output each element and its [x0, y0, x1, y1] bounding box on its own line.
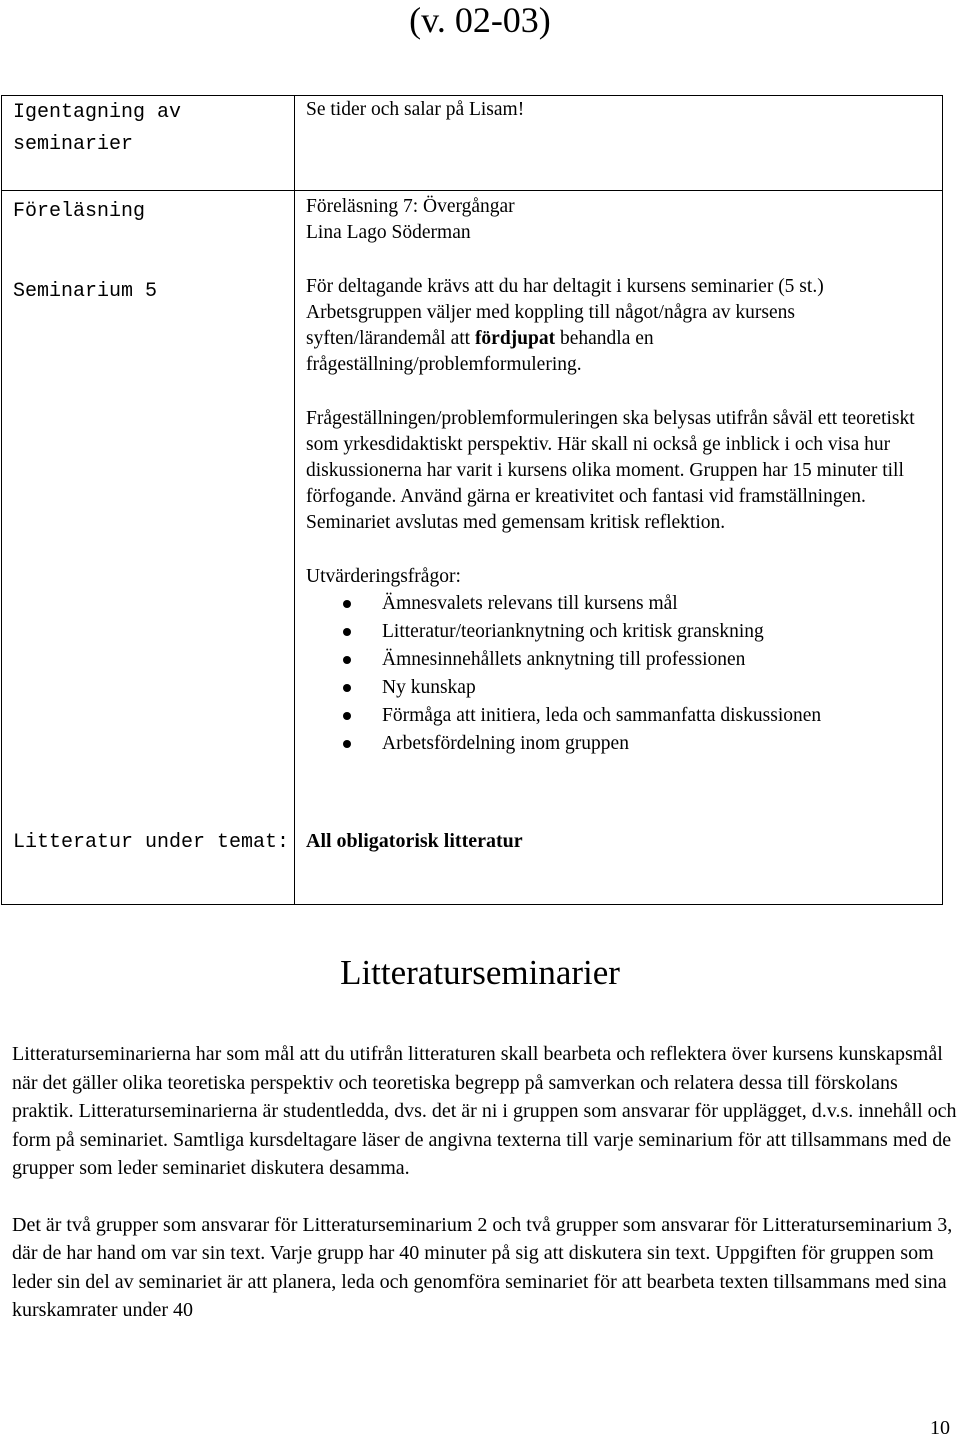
row-label-litteratur: Litteratur under temat: [13, 831, 290, 854]
page-number: 10 [930, 1417, 950, 1439]
seminar-intro-text-end: behandla en [555, 328, 654, 349]
seminar-paragraph-2: Frågeställningen/problemformuleringen ska belysas utifrån såväl ett teoretiskt som yrkesdidaktiskt perspektiv. Här skall ni också ge inblick i och visa hur diskussionerna har varit i kursens olika moment. Gruppen har 15 minuter till förfogande. Använd gärna er kreativitet och fantasi vid framställningen. Seminariet avslutas med gemensam kritisk reflektion. [306, 408, 915, 533]
literature-value: All obligatorisk litteratur [306, 830, 523, 852]
seminar-intro-line-4: frågeställning/problemformulering. [306, 354, 582, 375]
section-heading: Litteraturseminarier [340, 953, 620, 992]
section-paragraph-2: Det är två grupper som ansvarar för Litteraturseminarium 2 och två grupper som ansvarar för Litteraturseminarium 3, där de har hand om var sin text. Varje grupp har 40 minuter på sig att diskutera sin text. Uppgiften för gruppen som leder sin del av seminariet är att planera, leda och genomföra seminariet för att bearbeta texten tillsammans med sina kurskamrater under 40 [12, 1213, 953, 1321]
seminar-intro-line-3 [306, 326, 931, 352]
emphasis-fordjupat: fördjupat [474, 328, 556, 349]
evaluation-item: Ämnesinnehållets anknytning till professionen [306, 646, 931, 674]
row-divider [2, 190, 942, 191]
lecture-title: Föreläsning 7: Övergångar [306, 196, 515, 217]
page-header-version: (v. 02-03) [409, 0, 551, 40]
seminar-intro-line-2: Arbetsgruppen väljer med koppling till något/några av kursens [306, 302, 796, 323]
evaluation-list [306, 590, 931, 758]
evaluation-heading: Utvärderingsfrågor: [306, 566, 461, 587]
section-paragraph-1: Litteraturseminarierna har som mål att du utifrån litteraturen skall bearbeta och reflektera över kursens kunskapsmål när det gäller olika teoretiska perspektiv och teoretiska begrepp på samverkan och relatera dessa till förskolans praktik. Litteraturseminarierna är studentledda, dvs. det är ni i gruppen som ansvarar för upplägget, d.v.s. innehåll och form på seminariet. Samtliga kursdeltagare läser de angivna texterna till varje seminarium för att tillsammans med de grupper som leder seminariet diskutera desamma. [12, 1043, 957, 1179]
row-content-igentagning [306, 97, 931, 123]
row-content-forelasning [306, 194, 931, 246]
evaluation-item: Förmåga att initiera, leda och sammanfatta diskussionen [306, 702, 931, 730]
row-label-igentagning: Igentagning av seminarier [13, 101, 182, 156]
seminar-intro-line-1: För deltagande krävs att du har deltagit i kursens seminarier (5 st.) [306, 276, 824, 297]
lecturer-name: Lina Lago Söderman [306, 222, 471, 243]
bullet-icon [343, 684, 351, 692]
lisam-notice: Se tider och salar på Lisam! [306, 99, 525, 120]
bullet-icon [343, 656, 351, 664]
row-label-forelasning: Föreläsning [13, 200, 146, 223]
row-content-seminarium-5 [306, 274, 931, 758]
bullet-icon [343, 600, 351, 608]
bullet-icon [343, 628, 351, 636]
row-label-seminarium-5: Seminarium 5 [13, 280, 158, 303]
evaluation-item: Ny kunskap [306, 674, 931, 702]
evaluation-item: Ämnesvalets relevans till kursens mål [306, 590, 931, 618]
column-divider [294, 96, 295, 904]
bullet-icon [343, 712, 351, 720]
section-body [12, 1040, 957, 1325]
evaluation-item: Arbetsfördelning inom gruppen [306, 730, 931, 758]
bullet-icon [343, 740, 351, 748]
seminar-intro-text: syften/lärandemål att [306, 328, 475, 349]
evaluation-item: Litteratur/teorianknytning och kritisk granskning [306, 618, 931, 646]
schedule-table [1, 95, 943, 905]
